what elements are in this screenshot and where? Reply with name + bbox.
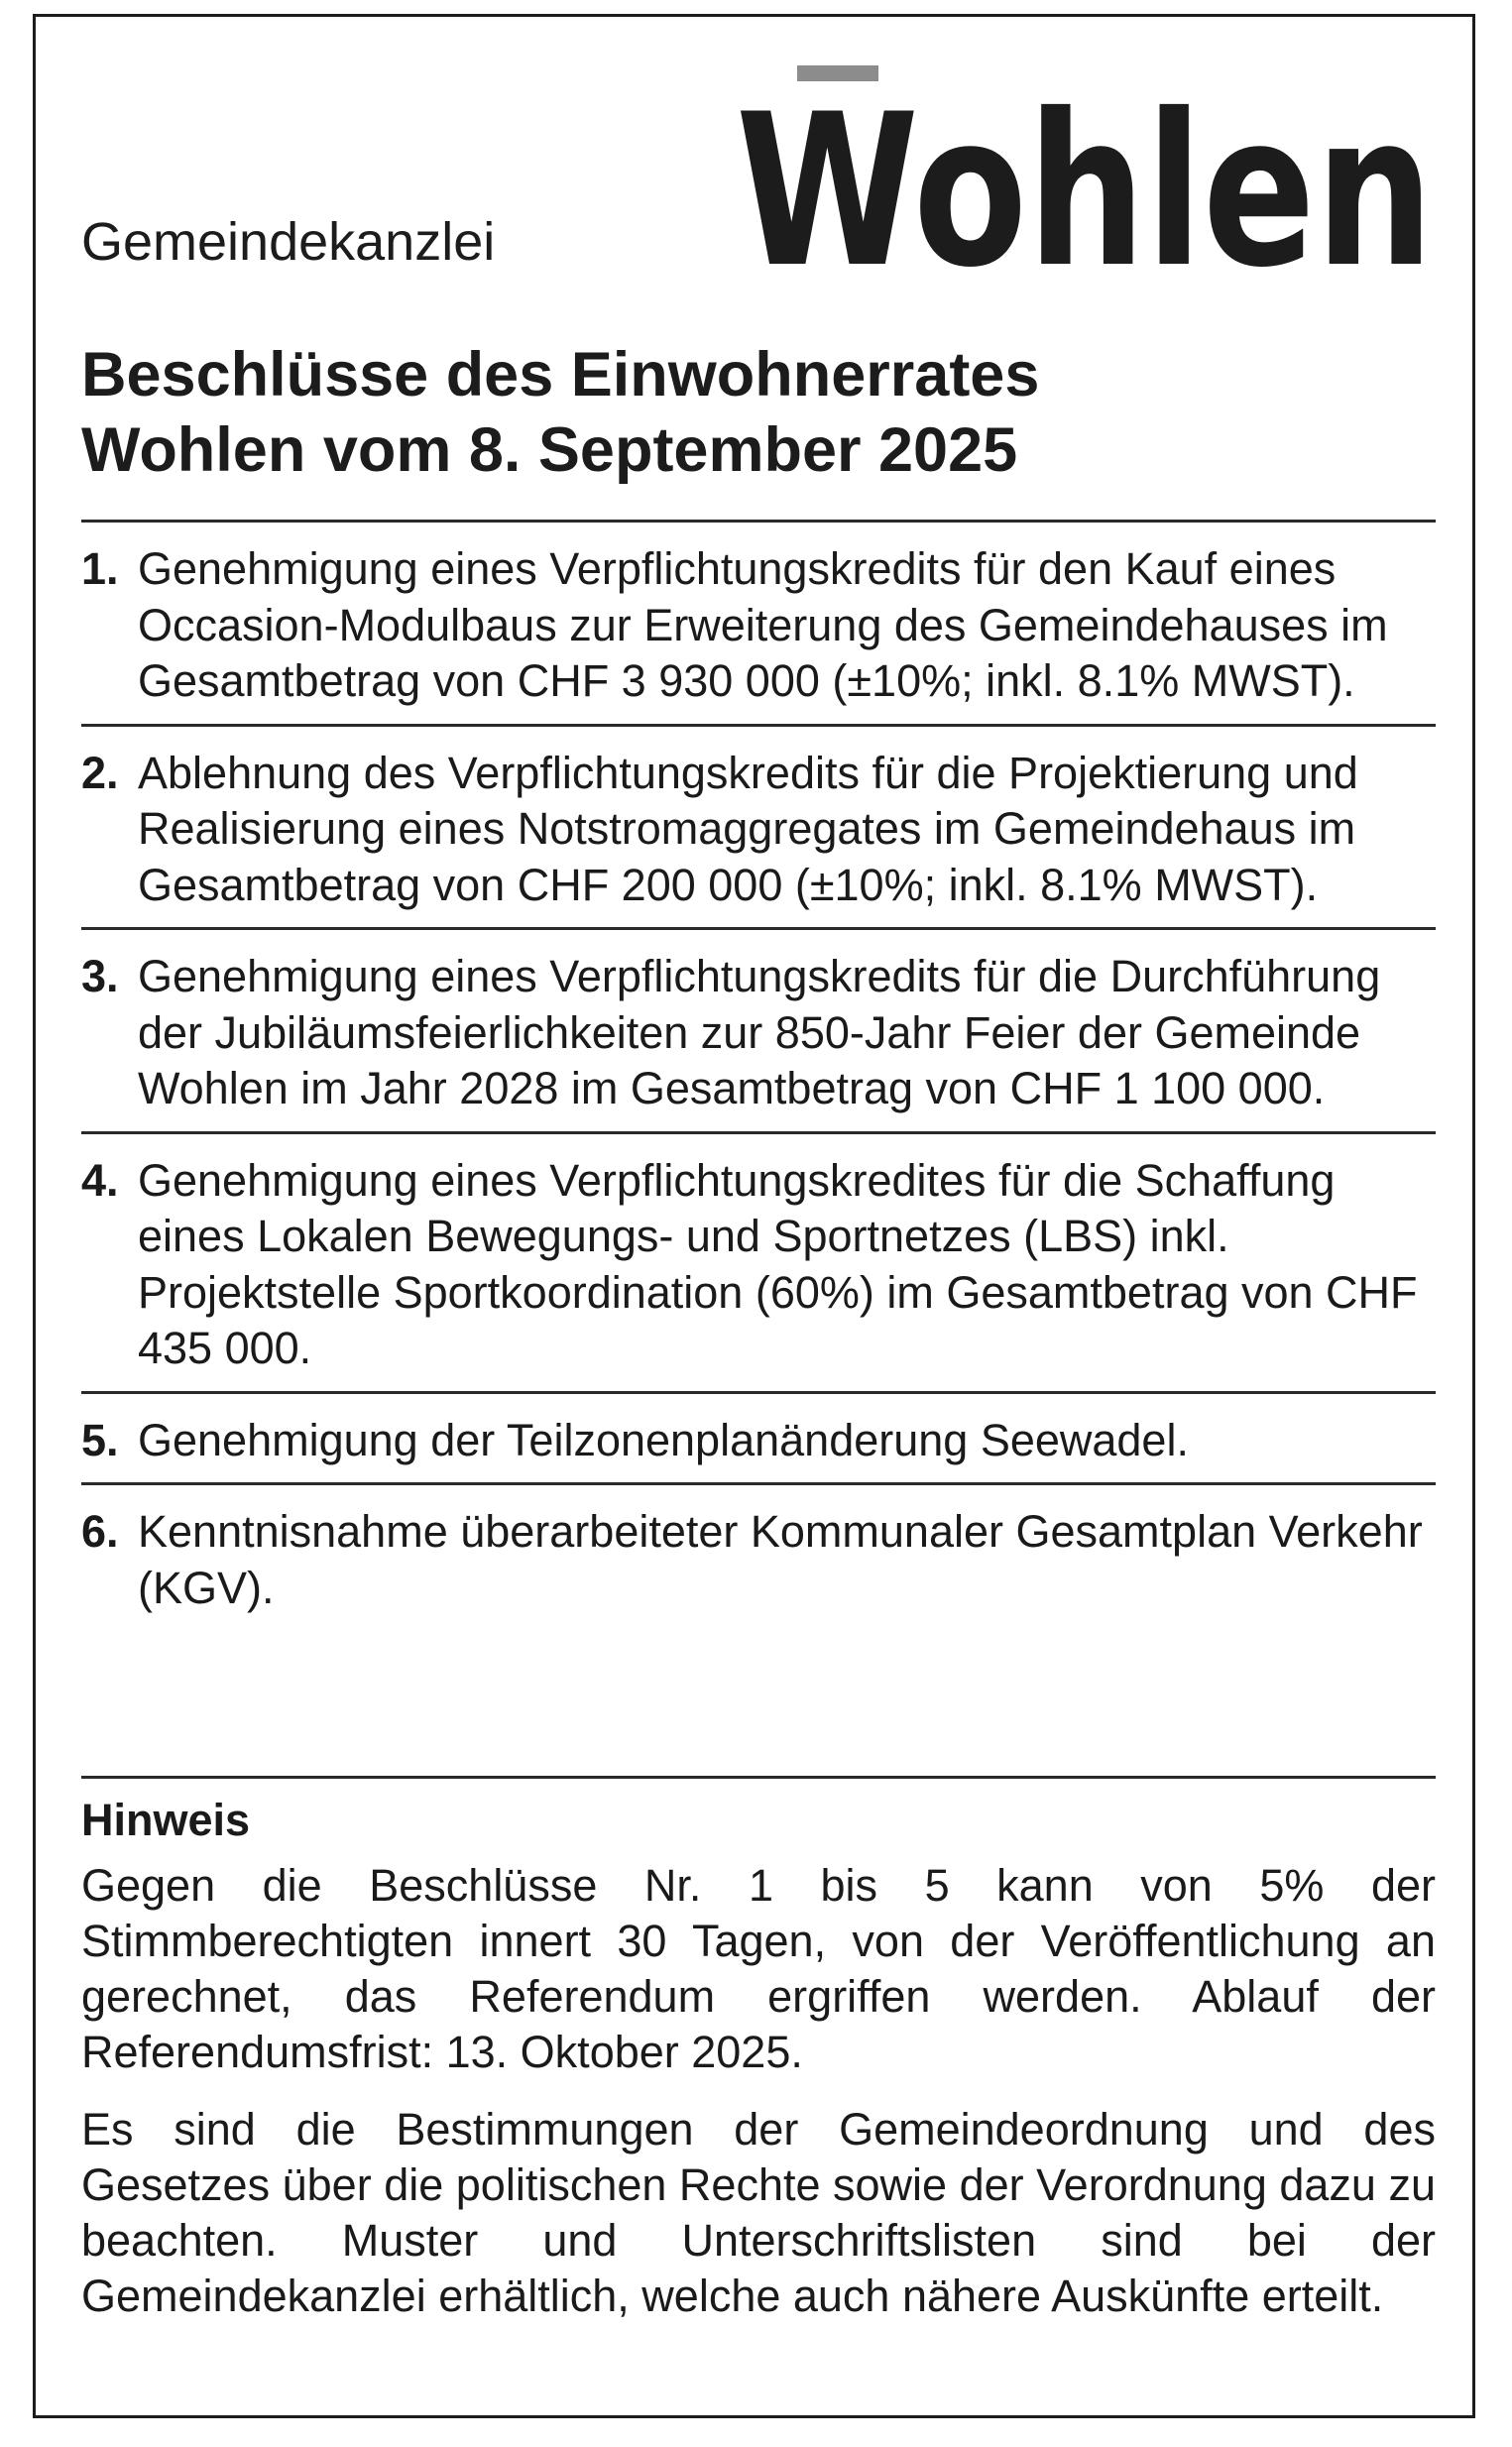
wohlen-logo-icon xyxy=(736,59,1436,278)
note-heading: Hinweis xyxy=(81,1795,251,1845)
item-text: Genehmigung eines Verpflichtungskredits für den Kauf eines Occasion-Modulbaus zur Erweiterung des Gemeindehauses im Gesamtbetrag von CHF 3 930 000 (±10%; inkl. 8.1% MWST). xyxy=(138,543,1388,706)
item-number: 1. xyxy=(81,543,119,594)
list-item xyxy=(81,520,1436,724)
department-label: Gemeindekanzlei xyxy=(81,212,496,272)
notice-header xyxy=(81,59,1436,288)
item-text: Genehmigung eines Verpflichtungskredits für die Durchführung der Jubiläumsfeierlichkeiten zur 850-Jahr Feier der Gemeinde Wohlen im Jahr 2028 im Gesamtbetrag von CHF 1 100 000. xyxy=(138,951,1381,1113)
item-number: 3. xyxy=(81,951,119,1001)
note-section xyxy=(81,1776,1436,2346)
note-paragraph-referendum: Gegen die Beschlüsse Nr. 1 bis 5 kann von 5% der Stimmberechtigten innert 30 Tagen, von der Veröffentlichung an gerechnet, das Referendum ergriffen werden. Ablauf der Referendumsfrist: 13. Oktober 2025. xyxy=(81,1860,1436,2077)
title-line-1: Beschlüsse des Einwohnerrates xyxy=(81,340,1040,409)
item-text: Kenntnisnahme überarbeiteter Kommunaler Gesamtplan Verkehr (KGV). xyxy=(138,1506,1423,1613)
page-title xyxy=(81,337,1436,488)
item-number: 4. xyxy=(81,1154,119,1206)
list-item xyxy=(81,927,1436,1131)
note-paragraph-regulations: Es sind die Bestimmungen der Gemeindeordnung und des Gesetzes über die politischen Rechte sowie der Verordnung dazu zu beachten. Muster und Unterschriftslisten sind bei der Gemeindekanzlei erhältlich, welche auch nähere Auskünfte erteilt. xyxy=(81,2104,1436,2321)
item-number: 6. xyxy=(81,1506,119,1557)
item-text: Genehmigung der Teilzonenplanänderung Seewadel. xyxy=(138,1414,1189,1465)
item-number: 2. xyxy=(81,747,119,798)
logo-wordmark: Wohlen xyxy=(736,68,1434,278)
list-item xyxy=(81,1131,1436,1391)
resolutions-list xyxy=(81,520,1436,1630)
item-number: 5. xyxy=(81,1414,119,1465)
item-text: Ablehnung des Verpflichtungskredits für die Projektierung und Realisierung eines Notstromaggregates im Gemeindehaus im Gesamtbetrag von CHF 200 000 (±10%; inkl. 8.1% MWST). xyxy=(138,747,1358,910)
list-item xyxy=(81,724,1436,928)
wohlen-logo xyxy=(736,59,1436,278)
list-item xyxy=(81,1391,1436,1483)
title-line-2: Wohlen vom 8. September 2025 xyxy=(81,415,1018,485)
item-text: Genehmigung eines Verpflichtungskredites für die Schaffung eines Lokalen Bewegungs- und Sportnetzes (LBS) inkl. Projektstelle Sportkoordination (60%) im Gesamtbetrag von CHF 435 000. xyxy=(138,1154,1418,1373)
list-item xyxy=(81,1482,1436,1630)
